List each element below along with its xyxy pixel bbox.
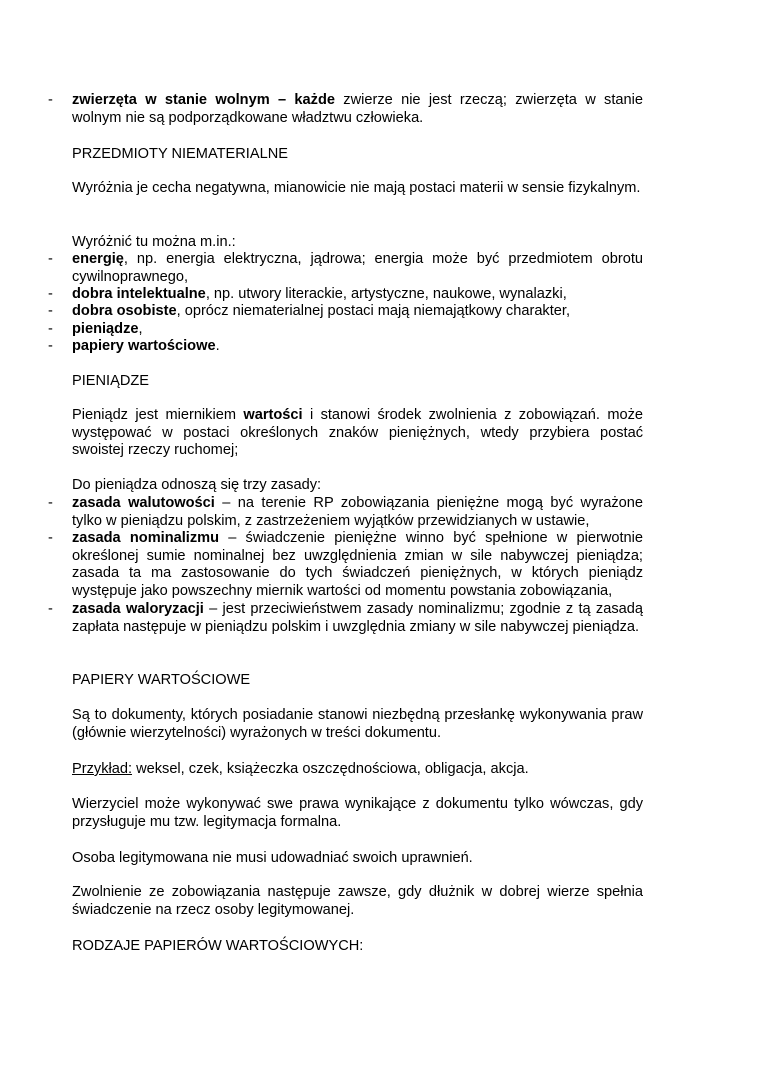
paragraph: Są to dokumenty, których posiadanie stanowi niezbędną przesłankę wykonywania praw (głównie wierzytelności) wyrażonych w treści dokumentu.: [72, 707, 643, 741]
list-item: zasada walutowości – na terenie RP zobowiązania pieniężne mogą być wyrażone tylko w pieniądzu polskim, z zastrzeżeniem wyjątków przewidzianych w ustawie,: [72, 495, 643, 529]
bullet-dash: -: [48, 530, 53, 546]
paragraph: Wyróżnia je cecha negatywna, mianowicie nie mają postaci materii w sensie fizykalnym.: [72, 180, 641, 196]
list-intro: Do pieniądza odnoszą się trzy zasady:: [72, 477, 322, 493]
list-item: pieniądze,: [72, 321, 143, 337]
bullet-dash: -: [48, 303, 53, 319]
heading-papiery-wartosciowe: PAPIERY WARTOŚCIOWE: [72, 672, 251, 688]
top-bullet-item: zwierzęta w stanie wolnym – każde zwierze nie jest rzeczą; zwierzęta w stanie wolnym nie są podporządkowane władztwu człowieka.: [72, 92, 643, 126]
bullet-dash: -: [48, 321, 53, 337]
heading-rodzaje-papierow: RODZAJE PAPIERÓW WARTOŚCIOWYCH:: [72, 938, 364, 954]
example-label: Przykład:: [72, 761, 133, 777]
list-item: papiery wartościowe.: [72, 338, 220, 354]
paragraph: Zwolnienie ze zobowiązania następuje zawsze, gdy dłużnik w dobrej wierze spełnia świadczenie na rzecz osoby legitymowanej.: [72, 884, 643, 918]
bullet-dash: -: [48, 251, 53, 267]
bullet-dash: -: [48, 601, 53, 617]
paragraph: Wierzyciel może wykonywać swe prawa wynikające z dokumentu tylko wówczas, gdy przysługuje mu tzw. legitymacja formalna.: [72, 796, 643, 830]
bullet-dash: -: [48, 286, 53, 302]
list-item: dobra osobiste, oprócz niematerialnej postaci mają niemajątkowy charakter,: [72, 303, 571, 319]
example-paragraph: Przykład: weksel, czek, książeczka oszczędnościowa, obligacja, akcja.: [72, 761, 529, 777]
bullet-dash: -: [48, 338, 53, 354]
paragraph: Osoba legitymowana nie musi udowadniać swoich uprawnień.: [72, 850, 473, 866]
paragraph: Pieniądz jest miernikiem wartości i stanowi środek zwolnienia z zobowiązań. może występować w postaci określonych znaków pieniężnych, wtedy przybiera postać swoistej rzeczy ruchomej;: [72, 407, 644, 458]
bold-term: zwierzęta w stanie wolnym – każde: [72, 92, 335, 108]
list-item: energię, np. energia elektryczna, jądrowa; energia może być przedmiotem obrotu cywilnoprawnego,: [72, 251, 643, 285]
list-item: dobra intelektualne, np. utwory literackie, artystyczne, naukowe, wynalazki,: [72, 286, 567, 302]
list-item: zasada waloryzacji – jest przeciwieństwem zasady nominalizmu; zgodnie z tą zasadą zapłata następuje w pieniądzu polskim i uwzględnia zmiany w sile nabywczej pieniądza.: [72, 601, 643, 635]
heading-przedmioty-niematerialne: PRZEDMIOTY NIEMATERIALNE: [72, 146, 288, 162]
heading-pieniadze: PIENIĄDZE: [72, 373, 150, 389]
list-intro: Wyróżnić tu można m.in.:: [72, 234, 236, 250]
bullet-dash: -: [48, 495, 53, 511]
list-item: zasada nominalizmu – świadczenie pieniężne winno być spełnione w pierwotnie określonej sumie nominalnej bez uwzględnienia zmian w sile nabywczej pieniądza; zasada ta ma zastosowanie do tych świadczeń pieniężnych, w których pieniądz występuje jako powszechny miernik wartości od momentu powstania zobowiązania,: [72, 530, 643, 599]
bullet-dash: -: [48, 92, 53, 108]
